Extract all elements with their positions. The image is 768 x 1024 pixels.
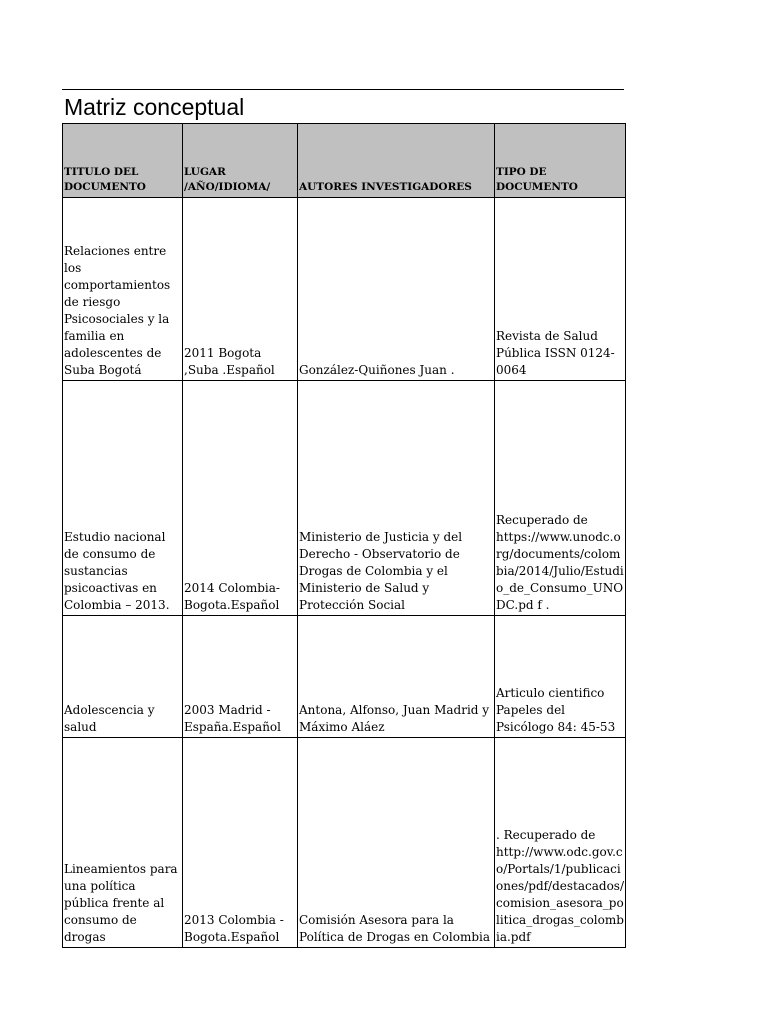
header-titulo: TITULO DEL DOCUMENTO xyxy=(63,124,183,198)
cell-titulo: Adolescencia y salud xyxy=(63,616,183,738)
cell-autores: Antona, Alfonso, Juan Madrid y Máximo Aláez xyxy=(298,616,495,738)
cell-tipo: Articulo cientifico Papeles del Psicólogo 84: 45-53 xyxy=(495,616,626,738)
table-row xyxy=(63,616,626,738)
cell-titulo: Lineamientos para una política pública frente al consumo de drogas xyxy=(63,738,183,948)
cell-lugar: 2011 Bogota ,Suba .Español xyxy=(183,198,298,381)
document-title: Matriz conceptual xyxy=(64,94,245,120)
cell-autores: González-Quiñones Juan . xyxy=(298,198,495,381)
cell-tipo: . Recuperado de http://www.odc.gov.co/Portals/1/publicaciones/pdf/destacados/ comision_asesora_politica_drogas_colombia.pdf xyxy=(495,738,626,948)
concept-matrix-table xyxy=(62,123,626,948)
table-row xyxy=(63,381,626,616)
cell-lugar: 2014 Colombia-Bogota.Español xyxy=(183,381,298,616)
header-autores: AUTORES INVESTIGADORES xyxy=(298,124,495,198)
cell-tipo: Revista de Salud Pública ISSN 0124-0064 xyxy=(495,198,626,381)
cell-autores: Comisión Asesora para la Política de Drogas en Colombia xyxy=(298,738,495,948)
header-lugar: LUGAR /AÑO/IDIOMA/ xyxy=(183,124,298,198)
header-tipo: TIPO DE DOCUMENTO xyxy=(495,124,626,198)
top-rule xyxy=(62,89,624,90)
table-row xyxy=(63,198,626,381)
header-row xyxy=(63,124,626,198)
table-row xyxy=(63,738,626,948)
cell-titulo: Estudio nacional de consumo de sustancias psicoactivas en Colombia – 2013. xyxy=(63,381,183,616)
cell-lugar: 2003 Madrid -España.Español xyxy=(183,616,298,738)
cell-autores: Ministerio de Justicia y del Derecho - Observatorio de Drogas de Colombia y el Ministerio de Salud y Protección Social xyxy=(298,381,495,616)
cell-tipo: Recuperado de https://www.unodc.org/documents/colombia/2014/Julio/Estudio_de_Consumo_UNODC.pd f . xyxy=(495,381,626,616)
cell-titulo: Relaciones entre los comportamientos de riesgo Psicosociales y la familia en adolescentes de Suba Bogotá xyxy=(63,198,183,381)
cell-lugar: 2013 Colombia -Bogota.Español xyxy=(183,738,298,948)
